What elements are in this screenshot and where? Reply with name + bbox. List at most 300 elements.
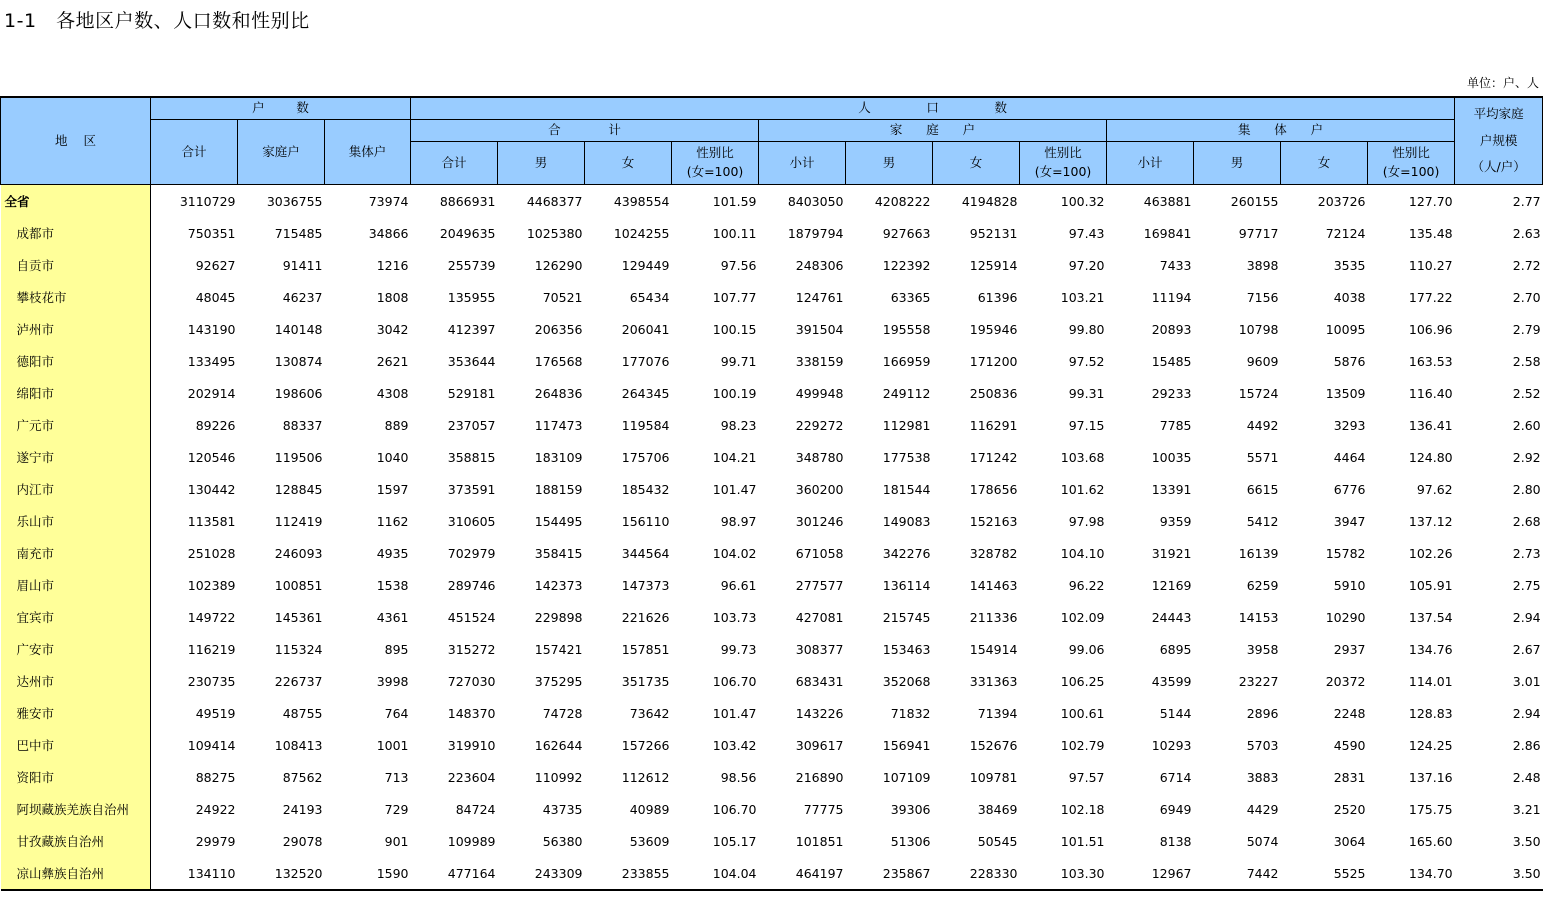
table-row xyxy=(1,313,1543,345)
table-row xyxy=(1,473,1543,505)
table-cell: 166959 xyxy=(882,353,931,369)
header-households: 户 数 xyxy=(151,97,411,120)
table-cell: 13509 xyxy=(1325,385,1366,401)
table-cell: 3958 xyxy=(1246,641,1279,657)
table-cell: 141463 xyxy=(969,577,1018,593)
table-cell: 20893 xyxy=(1151,321,1192,337)
header-total-ratio: 性别比 (女=100) xyxy=(672,142,759,185)
table-cell: 97717 xyxy=(1238,225,1279,241)
table-cell: 109414 xyxy=(187,737,236,753)
table-cell: 1879794 xyxy=(787,225,844,241)
table-cell: 2.79 xyxy=(1512,321,1541,337)
table-cell: 309617 xyxy=(795,737,844,753)
table-cell: 126290 xyxy=(534,257,583,273)
table-cell: 101851 xyxy=(795,833,844,849)
table-cell: 101.51 xyxy=(1060,833,1105,849)
table-cell: 176568 xyxy=(534,353,583,369)
table-cell: 2.75 xyxy=(1512,577,1541,593)
table-cell: 13391 xyxy=(1151,481,1192,497)
table-cell: 427081 xyxy=(795,609,844,625)
table-row xyxy=(1,537,1543,569)
table-cell: 96.22 xyxy=(1068,577,1105,593)
header-collective-ratio: 性别比 (女=100) xyxy=(1368,142,1455,185)
table-cell: 96.61 xyxy=(720,577,757,593)
table-cell: 342276 xyxy=(882,545,931,561)
table-cell: 1597 xyxy=(376,481,409,497)
table-cell: 71394 xyxy=(977,705,1018,721)
table-cell: 4308 xyxy=(376,385,409,401)
table-cell: 101.62 xyxy=(1060,481,1105,497)
table-cell: 132520 xyxy=(238,857,325,890)
table-cell: 50545 xyxy=(977,833,1018,849)
table-cell: 5571 xyxy=(1246,449,1279,465)
table-cell: 529181 xyxy=(447,385,496,401)
region-name: 自贡市 xyxy=(1,249,151,281)
table-cell: 143226 xyxy=(795,705,844,721)
table-cell: 195946 xyxy=(969,321,1018,337)
table-cell: 153463 xyxy=(882,641,931,657)
table-cell: 63365 xyxy=(890,289,931,305)
table-cell: 901 xyxy=(384,833,409,849)
region-name: 达州市 xyxy=(1,665,151,697)
population-table xyxy=(0,96,1543,891)
region-name: 广安市 xyxy=(1,633,151,665)
table-cell: 11194 xyxy=(1151,289,1192,305)
table-cell: 315272 xyxy=(447,641,496,657)
table-cell: 391504 xyxy=(795,321,844,337)
table-cell: 351735 xyxy=(621,673,670,689)
table-cell: 4590 xyxy=(1333,737,1366,753)
table-cell: 277577 xyxy=(795,577,844,593)
table-cell: 216890 xyxy=(795,769,844,785)
table-cell: 135.48 xyxy=(1408,225,1453,241)
table-cell: 128845 xyxy=(274,481,323,497)
table-cell: 5703 xyxy=(1246,737,1279,753)
table-row xyxy=(1,505,1543,537)
table-cell: 7433 xyxy=(1159,257,1192,273)
table-cell: 412397 xyxy=(447,321,496,337)
table-cell: 119584 xyxy=(621,417,670,433)
table-cell: 2248 xyxy=(1333,705,1366,721)
table-cell: 3.50 xyxy=(1455,857,1543,890)
table-cell: 109989 xyxy=(447,833,496,849)
table-cell: 100.19 xyxy=(712,385,757,401)
table-cell: 683431 xyxy=(795,673,844,689)
table-cell: 246093 xyxy=(274,545,323,561)
table-row xyxy=(1,761,1543,793)
table-cell: 73642 xyxy=(629,705,670,721)
table-cell: 6714 xyxy=(1159,769,1192,785)
table-cell: 39306 xyxy=(890,801,931,817)
table-cell: 248306 xyxy=(795,257,844,273)
table-cell: 3.50 xyxy=(1512,833,1541,849)
table-cell: 211336 xyxy=(969,609,1018,625)
table-cell: 115324 xyxy=(274,641,323,657)
table-cell: 2.48 xyxy=(1512,769,1541,785)
table-cell: 310605 xyxy=(447,513,496,529)
table-cell: 125914 xyxy=(969,257,1018,273)
table-cell: 99.31 xyxy=(1068,385,1105,401)
table-cell: 134.70 xyxy=(1368,857,1455,890)
table-cell: 145361 xyxy=(274,609,323,625)
table-cell: 46237 xyxy=(282,289,323,305)
table-cell: 464197 xyxy=(759,857,846,890)
table-cell: 23227 xyxy=(1238,673,1279,689)
table-cell: 100.11 xyxy=(712,225,757,241)
table-cell: 169841 xyxy=(1143,225,1192,241)
table-cell: 84724 xyxy=(455,801,496,817)
header-population: 人 口 数 xyxy=(411,97,1455,120)
table-cell: 223604 xyxy=(447,769,496,785)
table-cell: 29078 xyxy=(282,833,323,849)
table-cell: 203726 xyxy=(1281,185,1368,218)
table-row xyxy=(1,249,1543,281)
table-cell: 71832 xyxy=(890,705,931,721)
table-cell: 8866931 xyxy=(411,185,498,218)
table-cell: 3064 xyxy=(1333,833,1366,849)
header-family-male: 男 xyxy=(846,142,933,185)
table-cell: 97.52 xyxy=(1068,353,1105,369)
table-cell: 98.97 xyxy=(720,513,757,529)
table-cell: 102.26 xyxy=(1408,545,1453,561)
table-cell: 128.83 xyxy=(1408,705,1453,721)
region-name: 攀枝花市 xyxy=(1,281,151,313)
table-cell: 358415 xyxy=(534,545,583,561)
table-cell: 301246 xyxy=(795,513,844,529)
table-cell: 116291 xyxy=(969,417,1018,433)
table-cell: 1538 xyxy=(376,577,409,593)
table-cell: 328782 xyxy=(969,545,1018,561)
table-cell: 927663 xyxy=(882,225,931,241)
table-cell: 185432 xyxy=(621,481,670,497)
region-name: 南充市 xyxy=(1,537,151,569)
table-cell: 3.21 xyxy=(1512,801,1541,817)
table-cell: 715485 xyxy=(274,225,323,241)
table-cell: 4398554 xyxy=(585,185,672,218)
table-body xyxy=(1,185,1543,891)
table-cell: 102.79 xyxy=(1060,737,1105,753)
table-cell: 135955 xyxy=(447,289,496,305)
table-cell: 14153 xyxy=(1238,609,1279,625)
table-cell: 136.41 xyxy=(1408,417,1453,433)
header-family-subtotal: 小计 xyxy=(759,142,846,185)
table-cell: 1162 xyxy=(376,513,409,529)
table-cell: 228330 xyxy=(933,857,1020,890)
table-cell: 110992 xyxy=(534,769,583,785)
table-cell: 116219 xyxy=(187,641,236,657)
table-cell: 10798 xyxy=(1238,321,1279,337)
table-cell: 6259 xyxy=(1246,577,1279,593)
table-row xyxy=(1,409,1543,441)
table-cell: 102.18 xyxy=(1060,801,1105,817)
table-cell: 702979 xyxy=(447,545,496,561)
table-cell: 101.47 xyxy=(712,705,757,721)
table-cell: 264836 xyxy=(534,385,583,401)
table-cell: 2.60 xyxy=(1512,417,1541,433)
table-cell: 143190 xyxy=(187,321,236,337)
table-cell: 6895 xyxy=(1159,641,1192,657)
table-cell: 181544 xyxy=(882,481,931,497)
table-cell: 51306 xyxy=(890,833,931,849)
table-cell: 243309 xyxy=(498,857,585,890)
table-cell: 352068 xyxy=(882,673,931,689)
region-name: 内江市 xyxy=(1,473,151,505)
table-cell: 1025380 xyxy=(526,225,583,241)
table-cell: 24443 xyxy=(1151,609,1192,625)
table-cell: 10035 xyxy=(1151,449,1192,465)
table-cell: 221626 xyxy=(621,609,670,625)
table-cell: 195558 xyxy=(882,321,931,337)
table-cell: 2.52 xyxy=(1512,385,1541,401)
table-cell: 10293 xyxy=(1151,737,1192,753)
table-cell: 358815 xyxy=(447,449,496,465)
table-cell: 671058 xyxy=(795,545,844,561)
table-cell: 24922 xyxy=(195,801,236,817)
table-cell: 2.72 xyxy=(1512,257,1541,273)
table-row xyxy=(1,569,1543,601)
table-cell: 3036755 xyxy=(238,185,325,218)
table-cell: 31921 xyxy=(1151,545,1192,561)
table-cell: 61396 xyxy=(977,289,1018,305)
table-cell: 97.15 xyxy=(1068,417,1105,433)
table-cell: 171200 xyxy=(969,353,1018,369)
table-cell: 12967 xyxy=(1107,857,1194,890)
header-family-female: 女 xyxy=(933,142,1020,185)
table-cell: 10290 xyxy=(1325,609,1366,625)
table-cell: 15782 xyxy=(1325,545,1366,561)
table-cell: 100851 xyxy=(274,577,323,593)
header-total-sum: 合计 xyxy=(411,142,498,185)
table-cell: 2049635 xyxy=(439,225,496,241)
table-row xyxy=(1,217,1543,249)
table-cell: 249112 xyxy=(882,385,931,401)
region-name: 全省 xyxy=(1,185,151,218)
table-cell: 152163 xyxy=(969,513,1018,529)
header-total-female: 女 xyxy=(585,142,672,185)
table-cell: 2.94 xyxy=(1512,609,1541,625)
table-cell: 3898 xyxy=(1246,257,1279,273)
table-cell: 134.76 xyxy=(1408,641,1453,657)
table-cell: 73974 xyxy=(325,185,411,218)
table-cell: 29979 xyxy=(195,833,236,849)
table-cell: 3293 xyxy=(1333,417,1366,433)
table-cell: 20372 xyxy=(1325,673,1366,689)
table-cell: 8403050 xyxy=(759,185,846,218)
table-cell: 137.54 xyxy=(1408,609,1453,625)
table-cell: 3535 xyxy=(1333,257,1366,273)
table-cell: 154495 xyxy=(534,513,583,529)
table-cell: 9609 xyxy=(1246,353,1279,369)
table-cell: 97.57 xyxy=(1068,769,1105,785)
table-cell: 348780 xyxy=(795,449,844,465)
table-cell: 120546 xyxy=(187,449,236,465)
table-cell: 3.01 xyxy=(1512,673,1541,689)
table-cell: 1040 xyxy=(376,449,409,465)
table-cell: 2.67 xyxy=(1512,641,1541,657)
table-cell: 142373 xyxy=(534,577,583,593)
table-cell: 5525 xyxy=(1281,857,1368,890)
table-row xyxy=(1,345,1543,377)
table-cell: 2831 xyxy=(1333,769,1366,785)
table-cell: 713 xyxy=(384,769,409,785)
table-cell: 1216 xyxy=(376,257,409,273)
table-cell: 148370 xyxy=(447,705,496,721)
table-cell: 230735 xyxy=(187,673,236,689)
table-cell: 2.77 xyxy=(1455,185,1543,218)
table-cell: 105.91 xyxy=(1408,577,1453,593)
table-cell: 112981 xyxy=(882,417,931,433)
table-cell: 112419 xyxy=(274,513,323,529)
region-name: 泸州市 xyxy=(1,313,151,345)
header-collective-subtotal: 小计 xyxy=(1107,142,1194,185)
table-cell: 229898 xyxy=(534,609,583,625)
table-cell: 451524 xyxy=(447,609,496,625)
table-cell: 99.71 xyxy=(720,353,757,369)
table-cell: 499948 xyxy=(795,385,844,401)
table-cell: 250836 xyxy=(969,385,1018,401)
table-cell: 116.40 xyxy=(1408,385,1453,401)
table-cell: 122392 xyxy=(882,257,931,273)
table-cell: 360200 xyxy=(795,481,844,497)
table-cell: 4935 xyxy=(376,545,409,561)
region-name: 广元市 xyxy=(1,409,151,441)
table-cell: 5412 xyxy=(1246,513,1279,529)
table-cell: 331363 xyxy=(969,673,1018,689)
table-cell: 102389 xyxy=(187,577,236,593)
table-cell: 1590 xyxy=(325,857,411,890)
table-cell: 2.86 xyxy=(1512,737,1541,753)
table-cell: 53609 xyxy=(629,833,670,849)
table-cell: 188159 xyxy=(534,481,583,497)
table-cell: 137.16 xyxy=(1408,769,1453,785)
table-cell: 889 xyxy=(384,417,409,433)
table-cell: 124761 xyxy=(795,289,844,305)
table-cell: 15724 xyxy=(1238,385,1279,401)
table-cell: 157421 xyxy=(534,641,583,657)
table-cell: 103.73 xyxy=(712,609,757,625)
table-cell: 97.43 xyxy=(1068,225,1105,241)
table-cell: 103.21 xyxy=(1060,289,1105,305)
table-cell: 127.70 xyxy=(1368,185,1455,218)
table-cell: 103.68 xyxy=(1060,449,1105,465)
region-name: 成都市 xyxy=(1,217,151,249)
table-cell: 38469 xyxy=(977,801,1018,817)
table-row xyxy=(1,825,1543,857)
table-row xyxy=(1,633,1543,665)
table-cell: 9359 xyxy=(1159,513,1192,529)
table-cell: 124.25 xyxy=(1408,737,1453,753)
table-cell: 206356 xyxy=(534,321,583,337)
table-cell: 308377 xyxy=(795,641,844,657)
table-cell: 177.22 xyxy=(1408,289,1453,305)
table-cell: 157851 xyxy=(621,641,670,657)
table-cell: 226737 xyxy=(274,673,323,689)
table-cell: 229272 xyxy=(795,417,844,433)
table-cell: 109781 xyxy=(969,769,1018,785)
region-name: 甘孜藏族自治州 xyxy=(1,825,151,857)
region-name: 眉山市 xyxy=(1,569,151,601)
table-row xyxy=(1,729,1543,761)
header-group-collective: 集 体 户 xyxy=(1107,120,1455,142)
table-cell: 156110 xyxy=(621,513,670,529)
table-cell: 215745 xyxy=(882,609,931,625)
table-cell: 4361 xyxy=(376,609,409,625)
table-cell: 3947 xyxy=(1333,513,1366,529)
table-cell: 255739 xyxy=(447,257,496,273)
table-cell: 100.61 xyxy=(1060,705,1105,721)
table-cell: 6776 xyxy=(1333,481,1366,497)
table-cell: 157266 xyxy=(621,737,670,753)
table-cell: 107.77 xyxy=(712,289,757,305)
table-cell: 4468377 xyxy=(498,185,585,218)
table-cell: 12169 xyxy=(1151,577,1192,593)
table-cell: 952131 xyxy=(969,225,1018,241)
table-cell: 5144 xyxy=(1159,705,1192,721)
table-cell: 2.73 xyxy=(1512,545,1541,561)
region-name: 巴中市 xyxy=(1,729,151,761)
header-family-ratio: 性别比 (女=100) xyxy=(1020,142,1107,185)
table-cell: 2.70 xyxy=(1512,289,1541,305)
table-cell: 338159 xyxy=(795,353,844,369)
table-cell: 2937 xyxy=(1333,641,1366,657)
header-hh-total: 合计 xyxy=(151,120,238,185)
table-cell: 175.75 xyxy=(1408,801,1453,817)
header-region: 地 区 xyxy=(1,97,151,185)
table-cell: 130442 xyxy=(187,481,236,497)
table-cell: 8138 xyxy=(1159,833,1192,849)
table-cell: 119506 xyxy=(274,449,323,465)
table-cell: 100.32 xyxy=(1020,185,1107,218)
table-cell: 101.59 xyxy=(672,185,759,218)
table-cell: 88275 xyxy=(195,769,236,785)
table-cell: 124.80 xyxy=(1408,449,1453,465)
table-row-total xyxy=(1,185,1543,218)
table-row xyxy=(1,281,1543,313)
table-cell: 165.60 xyxy=(1408,833,1453,849)
table-cell: 106.96 xyxy=(1408,321,1453,337)
table-cell: 134110 xyxy=(151,857,238,890)
table-cell: 4208222 xyxy=(846,185,933,218)
table-cell: 895 xyxy=(384,641,409,657)
table-row xyxy=(1,793,1543,825)
table-cell: 375295 xyxy=(534,673,583,689)
table-cell: 113581 xyxy=(187,513,236,529)
table-cell: 154914 xyxy=(969,641,1018,657)
table-cell: 114.01 xyxy=(1408,673,1453,689)
table-cell: 129449 xyxy=(621,257,670,273)
header-avg-household-size: 平均家庭 户规模 （人/户） xyxy=(1455,97,1543,185)
table-cell: 7785 xyxy=(1159,417,1192,433)
table-cell: 98.23 xyxy=(720,417,757,433)
table-cell: 177538 xyxy=(882,449,931,465)
table-cell: 4492 xyxy=(1246,417,1279,433)
region-name: 雅安市 xyxy=(1,697,151,729)
table-cell: 237057 xyxy=(447,417,496,433)
table-cell: 206041 xyxy=(621,321,670,337)
table-cell: 92627 xyxy=(195,257,236,273)
table-cell: 140148 xyxy=(274,321,323,337)
table-cell: 97.20 xyxy=(1068,257,1105,273)
table-cell: 24193 xyxy=(282,801,323,817)
header-total-male: 男 xyxy=(498,142,585,185)
table-cell: 4429 xyxy=(1246,801,1279,817)
table-cell: 477164 xyxy=(411,857,498,890)
table-cell: 97.56 xyxy=(720,257,757,273)
table-cell: 2621 xyxy=(376,353,409,369)
table-cell: 89226 xyxy=(195,417,236,433)
table-cell: 110.27 xyxy=(1408,257,1453,273)
region-name: 乐山市 xyxy=(1,505,151,537)
